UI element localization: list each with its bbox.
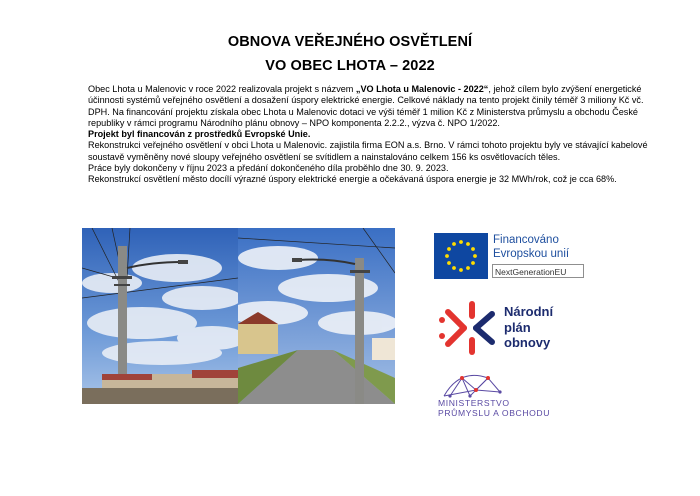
body-text (88, 84, 648, 186)
photo-street-lamp-2 (238, 228, 395, 404)
project-name: „VO Lhota u Malenovic - 2022“ (355, 84, 489, 94)
paragraph-savings: Rekonstrukcí osvětlení město docílí výrazné úspory elektrické energie a očekávaná úspora energie je 32 MWh/rok, což je cca 68%. (88, 174, 617, 185)
intro-text-end: , jehož cílem bylo zvýšení energetické účinnosti systémů veřejného osvětlení a dosažení úspory elektrické energie. Celkové náklady na tento projekt činily téměř 3 miliony Kč vč. DPH. Na financování projektu získala obec Lhota u Malenovic dotaci ve výši téměř 1 milion Kč z Ministerstva průmyslu a obchodu České republiky v rámci programu Národního plánu obnovy – NPO komponenta 2.2.2., výzva č. NPO 1/2022. (88, 84, 644, 128)
eu-funding-note: Projekt byl financován z prostředků Evropské Unie. (88, 129, 311, 140)
npo-logo-line3: obnovy (504, 335, 551, 350)
npo-logo (436, 296, 586, 358)
mpo-logo-line1: MINISTERSTVO (438, 398, 510, 408)
mpo-logo-line2: PRŮMYSLU A OBCHODU (438, 408, 551, 418)
photo-street-lamp-1 (82, 228, 238, 404)
npo-logo-line1: Národní (504, 304, 554, 319)
eu-logo-line2: Evropskou unií (493, 247, 570, 260)
page-subtitle: VO OBEC LHOTA – 2022 (265, 58, 435, 74)
paragraph-contractor: Rekonstrukci veřejného osvětlení v obci Lhota u Malenovic. zajistila firma EON a.s. Brno. V rámci tohoto projektu byly ve stávající kabelové soustavě vyměněny nové sloupy veřejného osvětlení se svítidlem a nainstalováno celkem 156 ks osvětlovacích těles. (88, 140, 648, 162)
page-title: OBNOVA VEŘEJNÉHO OSVĚTLENÍ (227, 34, 473, 50)
mpo-network-icon (440, 372, 510, 398)
npo-logo-text (504, 304, 553, 351)
npo-logo-line2: plán (504, 319, 531, 335)
next-generation-eu-label: NextGenerationEU (492, 264, 584, 278)
intro-text-start: Obec Lhota u Malenovic v roce 2022 realizovala projekt s názvem (88, 84, 356, 94)
eu-flag-icon (434, 233, 488, 279)
eu-logo-text (493, 234, 569, 261)
mpo-logo (436, 372, 586, 424)
mpo-logo-text (438, 398, 550, 418)
eu-funding-logo (434, 233, 586, 279)
paragraph-completion: Práce byly dokončeny v říjnu 2023 a předání dokončeného díla proběhlo dne 30. 9. 2023. (88, 163, 449, 174)
npo-arrows-icon (436, 296, 500, 358)
paragraph-intro (88, 84, 648, 129)
eu-logo-line1: Financováno (493, 234, 559, 246)
